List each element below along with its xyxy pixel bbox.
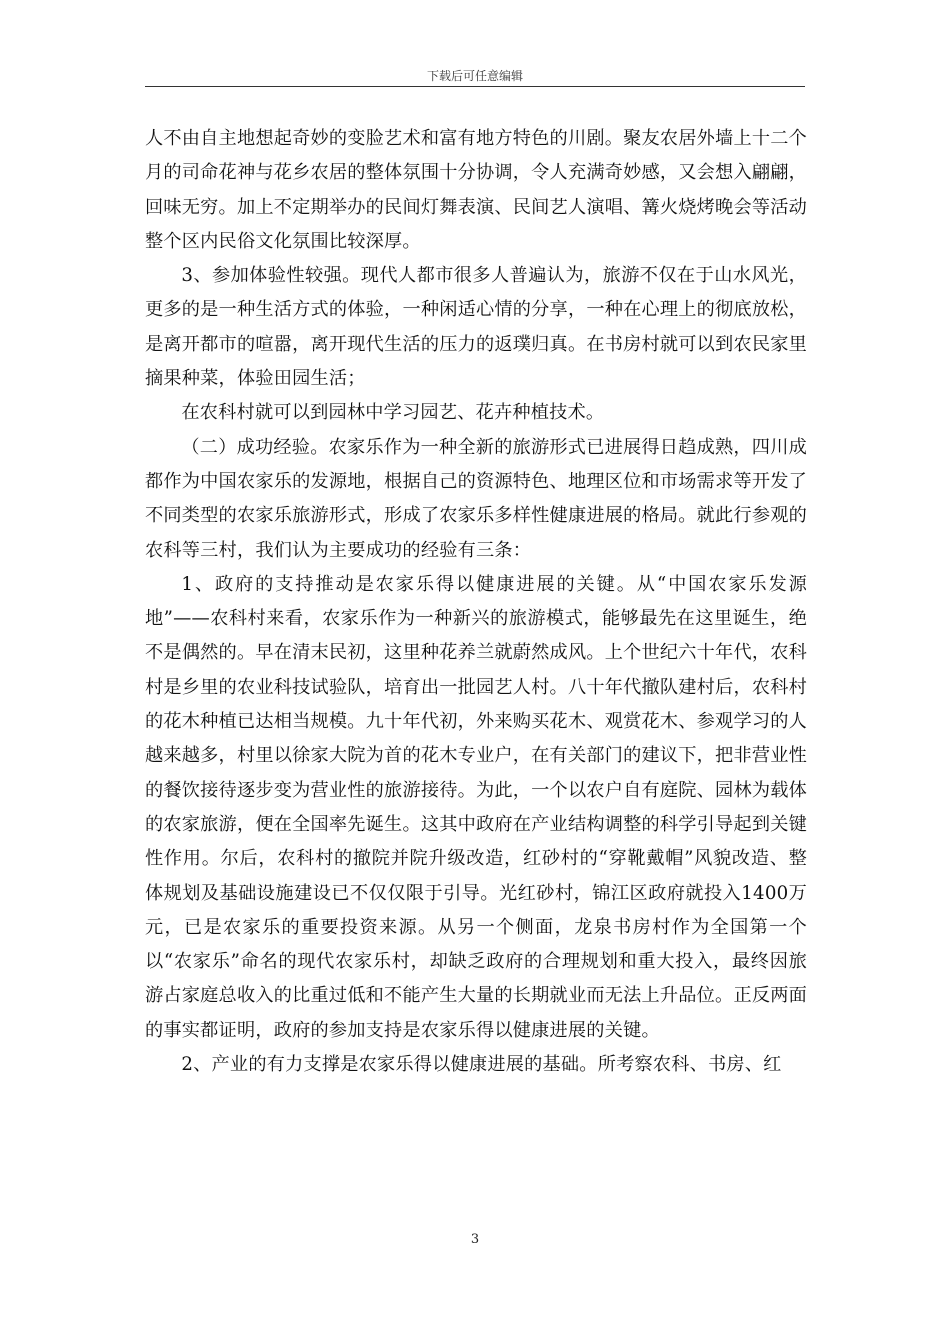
header-divider — [145, 86, 805, 87]
paragraph-5: 1、政府的支持推动是农家乐得以健康进展的关键。从“中国农家乐发源地”——农科村来看，农家乐作为一种新兴的旅游模式，能够最先在这里诞生，绝不是偶然的。早在清末民初，这里种花养兰就蔚然成风。上个世纪六十年代，农科村是乡里的农业科技试验队，培育出一批园艺人村。八十年代撤队建村后，农科村的花木种植已达相当规模。九十年代初，外来购买花木、观赏花木、参观学习的人越来越多，村里以徐家大院为首的花木专业户，在有关部门的建议下，把非营业性的餐饮接待逐步变为营业性的旅游接待。为此，一个以农户自有庭院、园林为载体的农家旅游，便在全国率先诞生。这其中政府在产业结构调整的科学引导起到关键性作用。尔后，农科村的撤院并院升级改造，红砂村的“穿靴戴帽”风貌改造、整体规划及基础设施建设已不仅仅限于引导。光红砂村，锦江区政府就投入1400万元，已是农家乐的重要投资来源。从另一个侧面，龙泉书房村作为全国第一个以“农家乐”命名的现代农家乐村，却缺乏政府的合理规划和重大投入，最终因旅游占家庭总收入的比重过低和不能产生大量的长期就业而无法上升品位。正反两面的事实都证明，政府的参加支持是农家乐得以健康进展的关键。 — [145, 573, 808, 1041]
page-header: 下载后可任意编辑 — [426, 69, 523, 83]
paragraph-2: 3、参加体验性较强。现代人都市很多人普遍认为，旅游不仅在于山水风光，更多的是一种生活方式的体验，一种闲适心情的分享，一种在心理上的彻底放松，是离开都市的喧嚣，离开现代生活的压力的返璞归真。在书房村就可以到农民家里摘果种菜，体验田园生活； — [145, 265, 807, 390]
paragraph-4: （二）成功经验。农家乐作为一种全新的旅游形式已进展得日趋成熟，四川成都作为中国农家乐的发源地，根据自己的资源特色、地理区位和市场需求等开发了不同类型的农家乐旅游形式，形成了农家乐多样性健康进展的格局。就此行参观的农科等三村，我们认为主要成功的经验有三条： — [145, 436, 807, 561]
paragraph-3: 在农科村就可以到园林中学习园艺、花卉种植技术。 — [181, 402, 605, 424]
document-body — [145, 122, 807, 1082]
paragraph-1: 人不由自主地想起奇妙的变脸艺术和富有地方特色的川剧。聚友农居外墙上十二个月的司命花神与花乡农居的整体氛围十分协调，令人充满奇妙感，又会想入翩翩，回味无穷。加上不定期举办的民间灯舞表演、民间艺人演唱、篝火烧烤晚会等活动整个区内民俗文化氛围比较深厚。 — [145, 128, 807, 252]
paragraph-6: 2、产业的有力支撑是农家乐得以健康进展的基础。所考察农科、书房、红 — [181, 1054, 782, 1076]
page-number: 3 — [470, 1232, 480, 1247]
